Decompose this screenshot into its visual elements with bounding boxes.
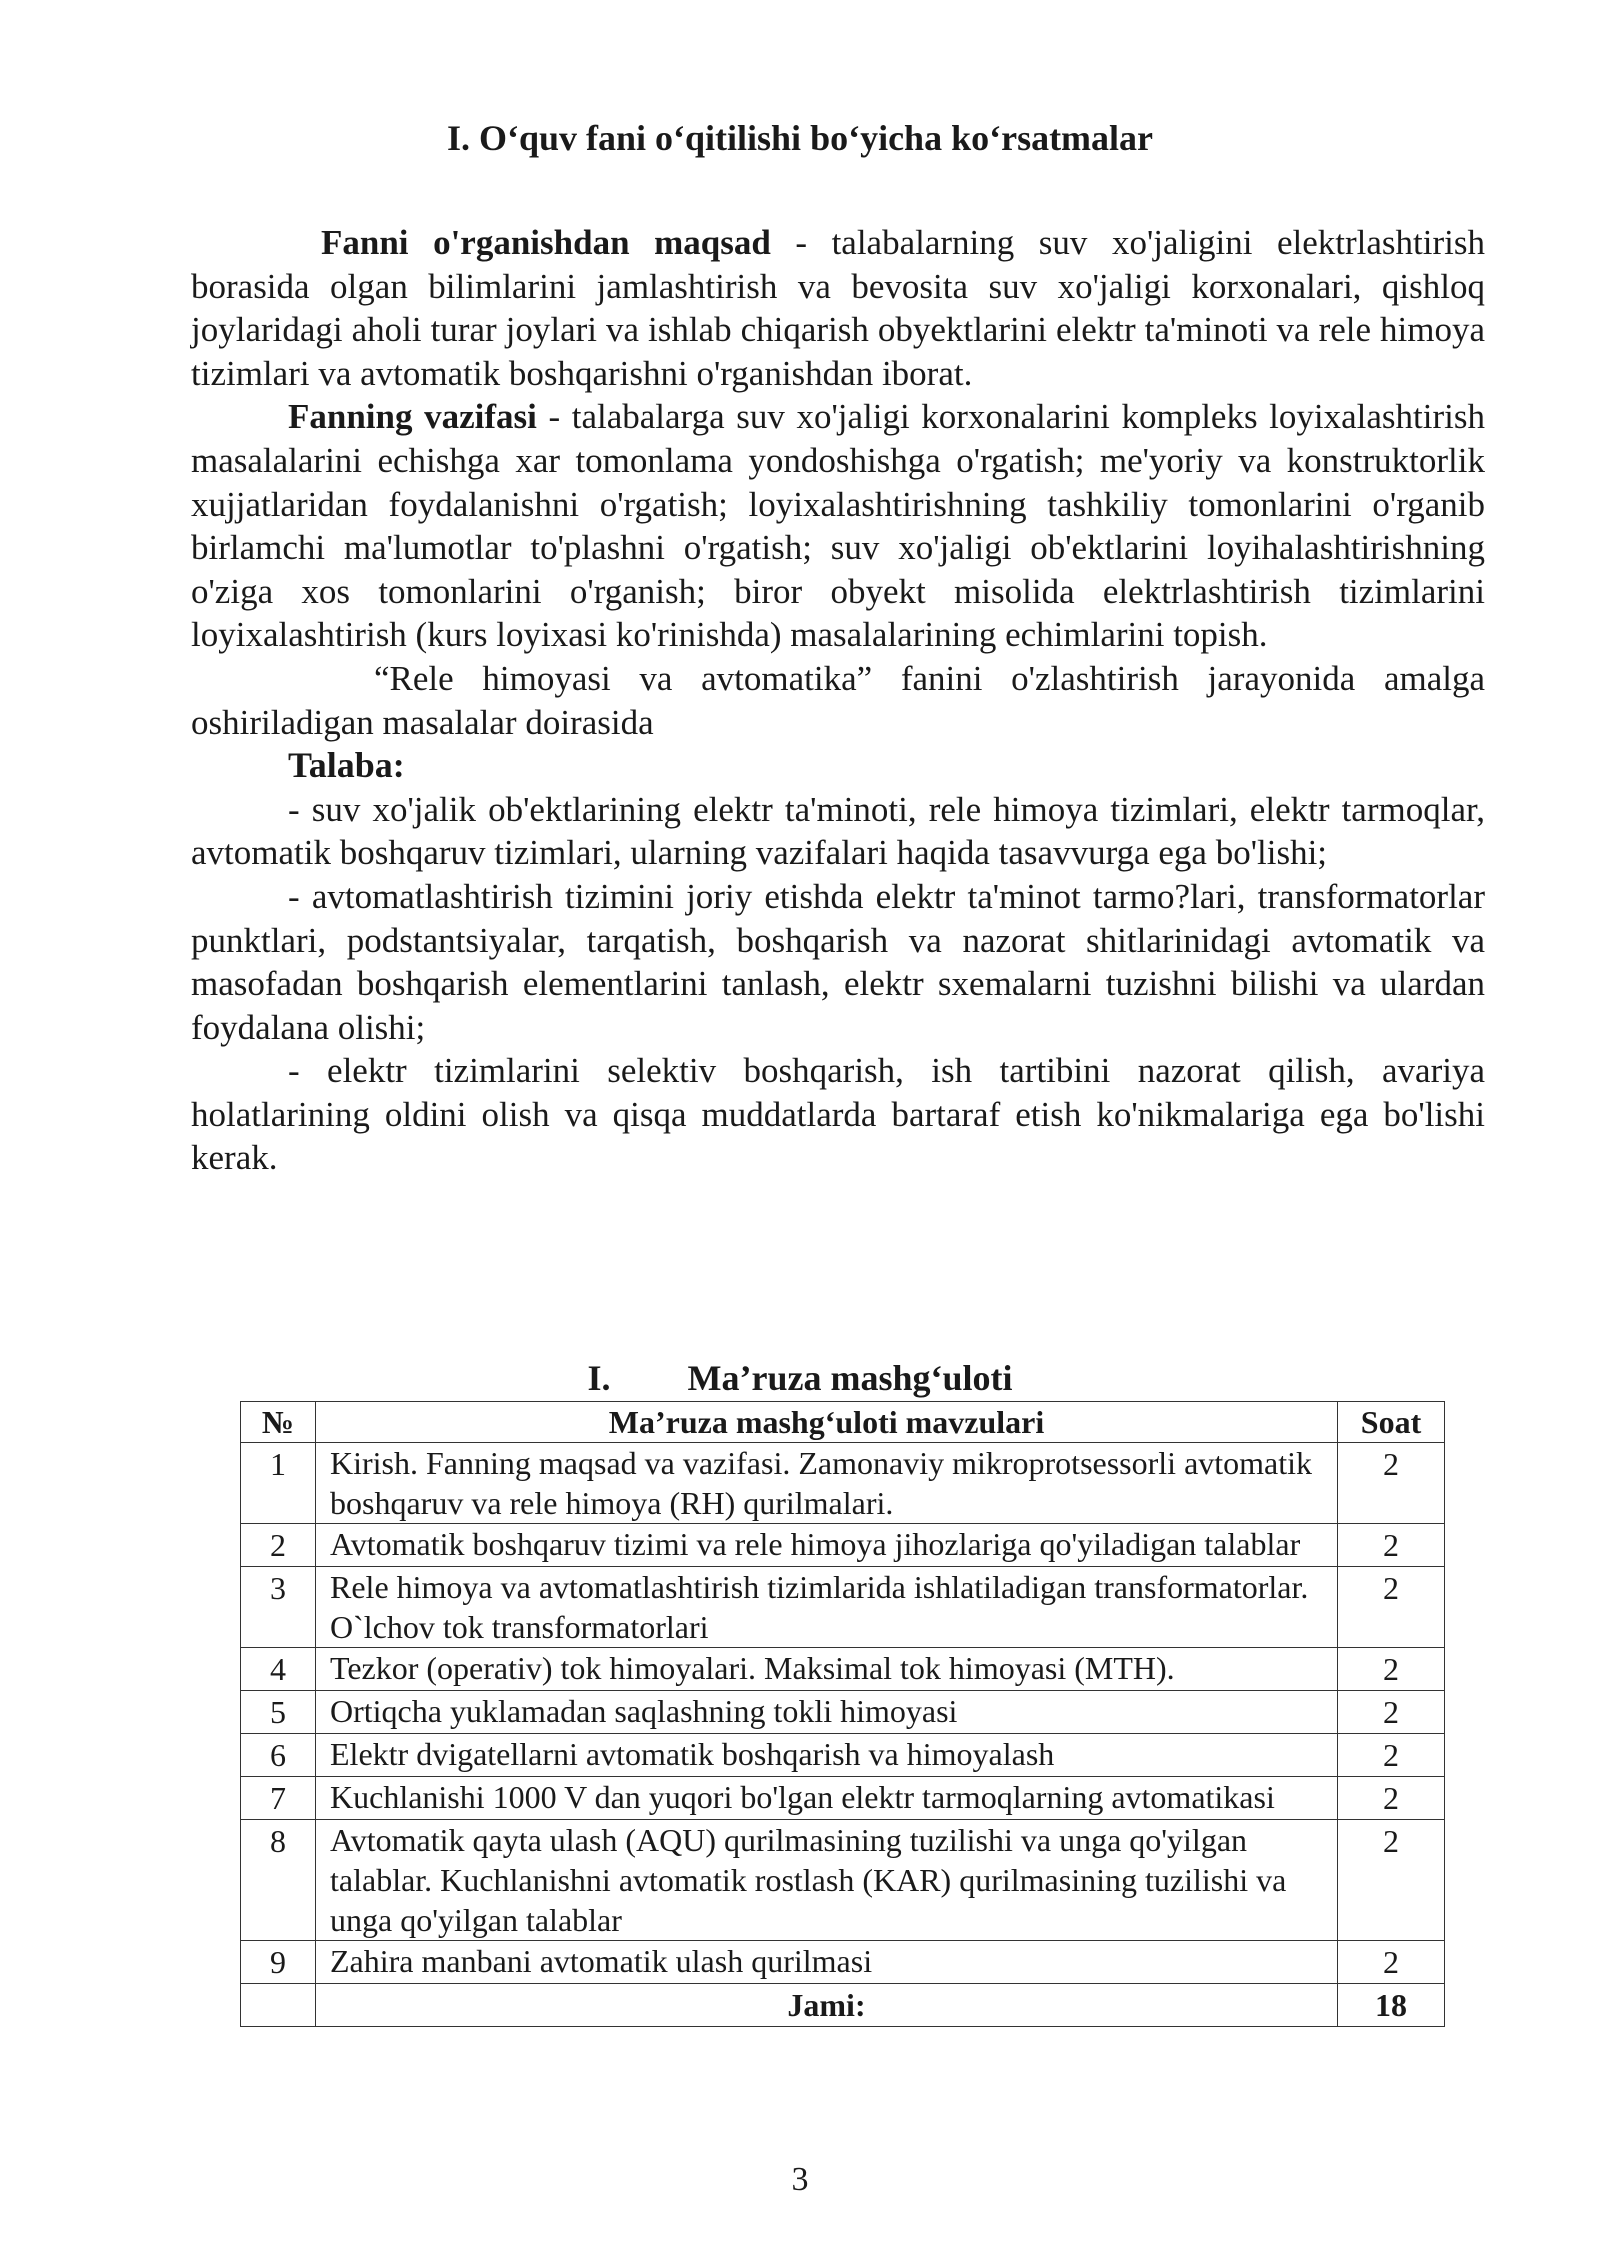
lecture-table bbox=[240, 1401, 1445, 2027]
table-row bbox=[241, 1567, 1445, 1648]
competence-item-2: - avtomatlashtirish tizimini joriy etishda elektr ta'minot tarmo?lari, transformatorlar punktlari, podstantsiyalar, tarqatish, boshqarish va nazorat shitlarinidagi avtomatik va masofadan boshqarish elementlarini tanlash, elektr sxemalarni tuzishni bilishi va ulardan foydalana olishi; bbox=[191, 876, 1485, 1047]
header-topic: Ma’ruza mashg‘uloti mavzulari bbox=[316, 1402, 1338, 1443]
total-label: Jami: bbox=[316, 1984, 1338, 2027]
row-number: 8 bbox=[241, 1820, 316, 1941]
row-number: 9 bbox=[241, 1941, 316, 1984]
row-number: 4 bbox=[241, 1648, 316, 1691]
table-row bbox=[241, 1734, 1445, 1777]
row-topic: Elektr dvigatellarni avtomatik boshqarish va himoyalash bbox=[316, 1734, 1338, 1777]
row-hours: 2 bbox=[1338, 1777, 1445, 1820]
row-topic: Avtomatik qayta ulash (AQU) qurilmasining tuzilishi va unga qo'yilgan talablar. Kuchlanishni avtomatik rostlash (KAR) qurilmasining tuzilishi va unga qo'yilgan talablar bbox=[316, 1820, 1338, 1941]
table-row bbox=[241, 1941, 1445, 1984]
page-title: I. O‘quv fani o‘qitilishi bo‘yicha ko‘rsatmalar bbox=[446, 118, 1154, 158]
student-label: Talaba: bbox=[288, 745, 405, 786]
row-number: 5 bbox=[241, 1691, 316, 1734]
header-number: № bbox=[241, 1402, 316, 1443]
total-hours: 18 bbox=[1338, 1984, 1445, 2027]
section-title bbox=[0, 1356, 1600, 1400]
competence-item-1: - suv xo'jalik ob'ektlarining elektr ta'minoti, rele himoya tizimlari, elektr tarmoqlar, avtomatik boshqaruv tizimlari, ularning vazifalari haqida tasavvurga ega bo'lishi; bbox=[191, 789, 1485, 873]
row-number: 1 bbox=[241, 1443, 316, 1524]
row-topic: Kirish. Fanning maqsad va vazifasi. Zamonaviy mikroprotsessorli avtomatik boshqaruv va rele himoya (RH) qurilmalari. bbox=[316, 1443, 1338, 1524]
header-hours: Soat bbox=[1338, 1402, 1445, 1443]
row-hours: 2 bbox=[1338, 1648, 1445, 1691]
total-number-cell bbox=[241, 1984, 316, 2027]
row-number: 7 bbox=[241, 1777, 316, 1820]
row-hours: 2 bbox=[1338, 1941, 1445, 1984]
row-number: 6 bbox=[241, 1734, 316, 1777]
table-row bbox=[241, 1777, 1445, 1820]
row-number: 3 bbox=[241, 1567, 316, 1648]
row-number: 2 bbox=[241, 1524, 316, 1567]
row-topic: Avtomatik boshqaruv tizimi va rele himoya jihozlariga qo'yiladigan talablar bbox=[316, 1524, 1338, 1567]
page-number: 3 bbox=[791, 2161, 809, 2198]
table-row bbox=[241, 1820, 1445, 1941]
body-text bbox=[191, 221, 1485, 1180]
row-topic: Kuchlanishi 1000 V dan yuqori bo'lgan elektr tarmoqlarning avtomatikasi bbox=[316, 1777, 1338, 1820]
row-topic: Tezkor (operativ) tok himoyalari. Maksimal tok himoyasi (MTH). bbox=[316, 1648, 1338, 1691]
goal-label: Fanni o'rganishdan maqsad bbox=[321, 223, 771, 262]
task-label: Fanning vazifasi bbox=[288, 397, 537, 437]
table-row bbox=[241, 1648, 1445, 1691]
row-hours: 2 bbox=[1338, 1443, 1445, 1524]
row-topic: Ortiqcha yuklamadan saqlashning tokli himoyasi bbox=[316, 1691, 1338, 1734]
row-hours: 2 bbox=[1338, 1567, 1445, 1648]
table-row bbox=[241, 1524, 1445, 1567]
goal-paragraph bbox=[191, 221, 1485, 395]
table-row bbox=[241, 1691, 1445, 1734]
row-hours: 2 bbox=[1338, 1734, 1445, 1777]
task-paragraph bbox=[191, 395, 1485, 657]
task-text: - talabalarga suv xo'jaligi korxonalarini kompleks loyixalashtirish masalalarini echishga xar tomonlama yondoshishga o'rgatish; me'yoriy va konstruktorlik xujjatlaridan foydalanishni o'rgatish; loyixalashtirishning tashkiliy tomonlarini o'rganib birlamchi ma'lumotlar to'plashni o'rgatish; suv xo'jaligi ob'ektlarini loyihalashtirishning o'ziga xos tomonlarini o'rganish; biror obyekt misolida elektrlashtirish tizimlarini loyixalashtirish (kurs loyixasi ko'rinishda) masalalarining echimlarini topish. bbox=[191, 397, 1485, 655]
row-hours: 2 bbox=[1338, 1691, 1445, 1734]
table-total-row bbox=[241, 1984, 1445, 2027]
row-hours: 2 bbox=[1338, 1524, 1445, 1567]
goal-text: - talabalarning suv xo'jaligini elektrlashtirish borasida olgan bilimlarini jamlashtirish va bevosita suv xo'jaligi korxonalari, qishloq joylaridagi aholi turar joylari va ishlab chiqarish obyektlarini elektr ta'minoti va rele himoya tizimlari va avtomatik boshqarishni o'rganishdan iborat. bbox=[191, 223, 1485, 393]
row-topic: Zahira manbani avtomatik ulash qurilmasi bbox=[316, 1941, 1338, 1984]
table-header-row bbox=[241, 1402, 1445, 1443]
section-number: I. bbox=[587, 1358, 611, 1398]
competence-item-3: - elektr tizimlarini selektiv boshqarish, ish tartibini nazorat qilish, avariya holatlarining oldini olish va qisqa muddatlarda bartaraf etish ko'nikmalariga ega bo'lishi kerak. bbox=[191, 1051, 1485, 1178]
section-title-text: Ma’ruza mashg‘uloti bbox=[687, 1358, 1013, 1398]
table-row bbox=[241, 1443, 1445, 1524]
scope-paragraph: “Rele himoyasi va avtomatika” fanini o'zlashtirish jarayonida amalga oshiriladigan masalalar doirasida bbox=[191, 658, 1485, 742]
row-hours: 2 bbox=[1338, 1820, 1445, 1941]
row-topic: Rele himoya va avtomatlashtirish tizimlarida ishlatiladigan transformatorlar. O`lchov tok transformatorlari bbox=[316, 1567, 1338, 1648]
